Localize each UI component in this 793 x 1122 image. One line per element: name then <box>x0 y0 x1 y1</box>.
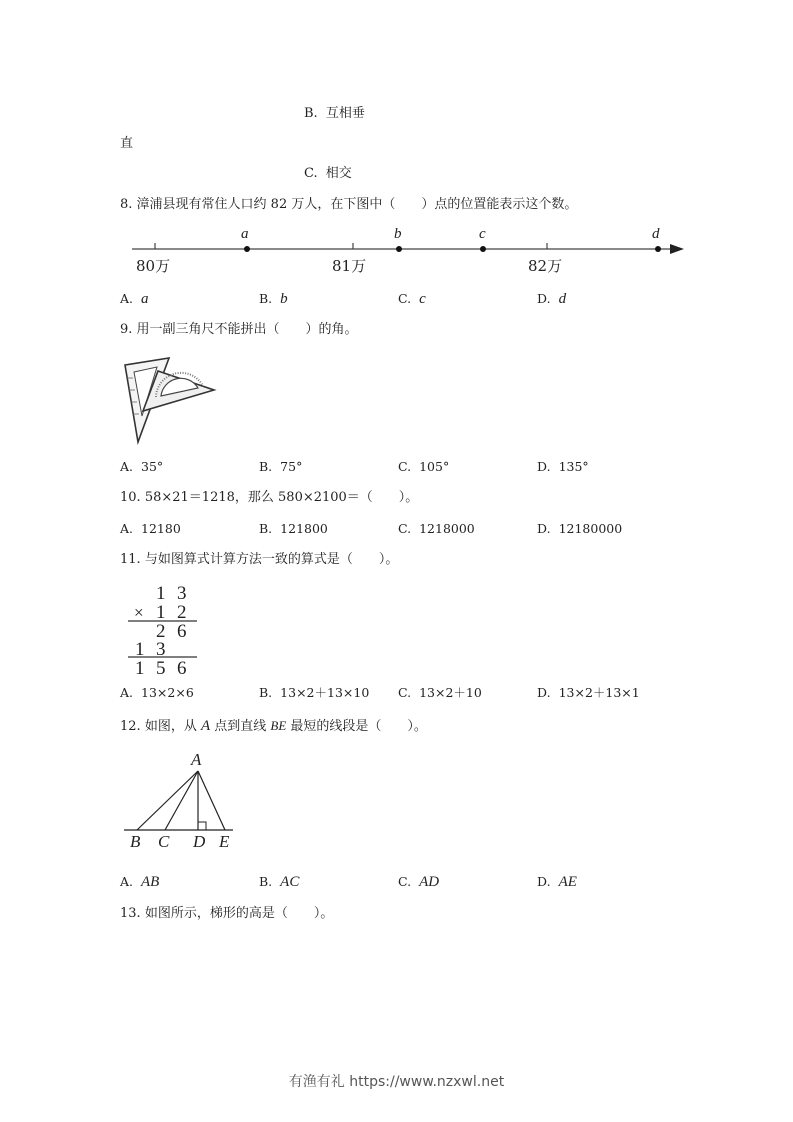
page-footer: 有渔有礼 https://www.nzxwl.net <box>288 1074 505 1090</box>
option-value: 135° <box>558 459 589 474</box>
point-label-D: D <box>193 832 206 851</box>
option-value: 35° <box>141 459 164 474</box>
times-sign: × <box>134 603 144 622</box>
option-label: B. <box>259 291 273 306</box>
option-value: d <box>558 291 567 307</box>
point-label-B: B <box>130 832 141 851</box>
question-text: 如图所示，梯形的高是（ ）。 <box>144 906 334 921</box>
option-label: C. <box>398 685 412 700</box>
point-label-c: c <box>479 226 486 242</box>
q8-option-d[interactable] <box>537 291 566 307</box>
q9-option-d[interactable] <box>537 459 589 475</box>
point-label-d: d <box>652 226 660 242</box>
option-label: C. <box>398 521 412 536</box>
option-text: 互相垂 <box>325 106 365 121</box>
option-label: C. <box>304 166 318 181</box>
point-label-E: E <box>219 832 230 851</box>
option-value: 1218000 <box>419 521 475 536</box>
tick-label-82: 82万 <box>528 257 563 275</box>
option-value: AC <box>280 874 300 890</box>
prev-option-b-wrap: 直 <box>120 136 134 151</box>
digit: 1 <box>135 639 145 660</box>
option-value: a <box>141 291 149 307</box>
q12-option-d[interactable] <box>537 874 577 890</box>
geometry-figure <box>0 0 303 870</box>
digit: 1 <box>156 602 166 623</box>
question-number: 11. <box>120 552 141 567</box>
digit: 1 <box>135 658 145 679</box>
option-value: 13×2＋13×10 <box>280 685 370 700</box>
question-number: 8. <box>120 197 133 212</box>
option-label: A. <box>120 521 134 536</box>
question-text: 58×21＝1218，那么 580×2100＝（ ）。 <box>144 490 419 505</box>
q11-option-d[interactable] <box>537 685 640 701</box>
digit: 1 <box>156 583 166 604</box>
option-value: 105° <box>419 459 450 474</box>
point-label-a: a <box>241 226 249 242</box>
point-label-C: C <box>158 832 170 851</box>
option-label: B. <box>259 685 273 700</box>
option-label: A. <box>120 291 134 306</box>
option-value: 13×2＋10 <box>419 685 482 700</box>
question-text: 漳浦县现有常住人口约 82 万人，在下图中（ ）点的位置能表示这个数。 <box>136 197 578 212</box>
q12-option-c[interactable] <box>398 874 439 890</box>
q8-option-c[interactable] <box>398 291 426 307</box>
question-text: 点到直线 <box>210 719 271 734</box>
point-label-A: A <box>191 750 202 769</box>
question-number: 9. <box>120 322 133 337</box>
point-name: A <box>200 718 211 734</box>
digit: 3 <box>156 639 166 660</box>
digit: 2 <box>177 602 187 623</box>
point-label-b: b <box>394 226 402 242</box>
option-label: A. <box>120 685 134 700</box>
question-text: 与如图算式计算方法一致的算式是（ ）。 <box>144 552 399 567</box>
option-value: 13×2＋13×1 <box>558 685 640 700</box>
digit: 5 <box>156 658 166 679</box>
option-label: A. <box>120 459 134 474</box>
option-value: AD <box>419 874 440 890</box>
option-value: 12180000 <box>558 521 623 536</box>
question-text: 用一副三角尺不能拼出（ ）的角。 <box>136 322 358 337</box>
option-label: D. <box>537 874 551 889</box>
digit: 3 <box>177 583 187 604</box>
q10-option-d[interactable] <box>537 521 622 537</box>
q12-option-a[interactable] <box>120 874 159 890</box>
option-value: AB <box>141 874 160 890</box>
option-label: A. <box>120 874 134 889</box>
option-label: C. <box>398 291 412 306</box>
question-number: 10. <box>120 490 141 505</box>
option-value: AE <box>558 874 577 890</box>
question-text: 如图，从 <box>144 719 201 734</box>
question-number: 13. <box>120 906 141 921</box>
question-number: 12. <box>120 719 141 734</box>
option-text: 相交 <box>325 166 352 181</box>
tick-label-81: 81万 <box>332 257 367 275</box>
option-label: C. <box>398 874 412 889</box>
question-13 <box>120 906 333 922</box>
option-label: D. <box>537 685 551 700</box>
option-value: c <box>419 291 426 307</box>
digit: 6 <box>177 658 187 679</box>
tick-label-80: 80万 <box>136 257 171 275</box>
question-text: 最短的线段是（ ）。 <box>286 719 427 734</box>
option-label: D. <box>537 459 551 474</box>
option-label: B. <box>259 521 273 536</box>
option-label: D. <box>537 291 551 306</box>
option-value: b <box>280 291 288 307</box>
option-label: C. <box>398 459 412 474</box>
q10-option-c[interactable] <box>398 521 475 537</box>
digit: 6 <box>177 621 187 642</box>
q9-option-c[interactable] <box>398 459 449 475</box>
digit: 2 <box>156 621 166 642</box>
option-value: 121800 <box>280 521 328 536</box>
option-value: 12180 <box>141 521 181 536</box>
option-label: B. <box>259 874 273 889</box>
option-label: B. <box>259 459 273 474</box>
q11-option-c[interactable] <box>398 685 482 701</box>
option-label: B. <box>304 106 318 121</box>
line-name: BE <box>270 718 287 733</box>
option-label: D. <box>537 521 551 536</box>
option-value: 75° <box>280 459 303 474</box>
option-value: 13×2×6 <box>141 685 194 700</box>
q12-option-b[interactable] <box>259 874 299 890</box>
